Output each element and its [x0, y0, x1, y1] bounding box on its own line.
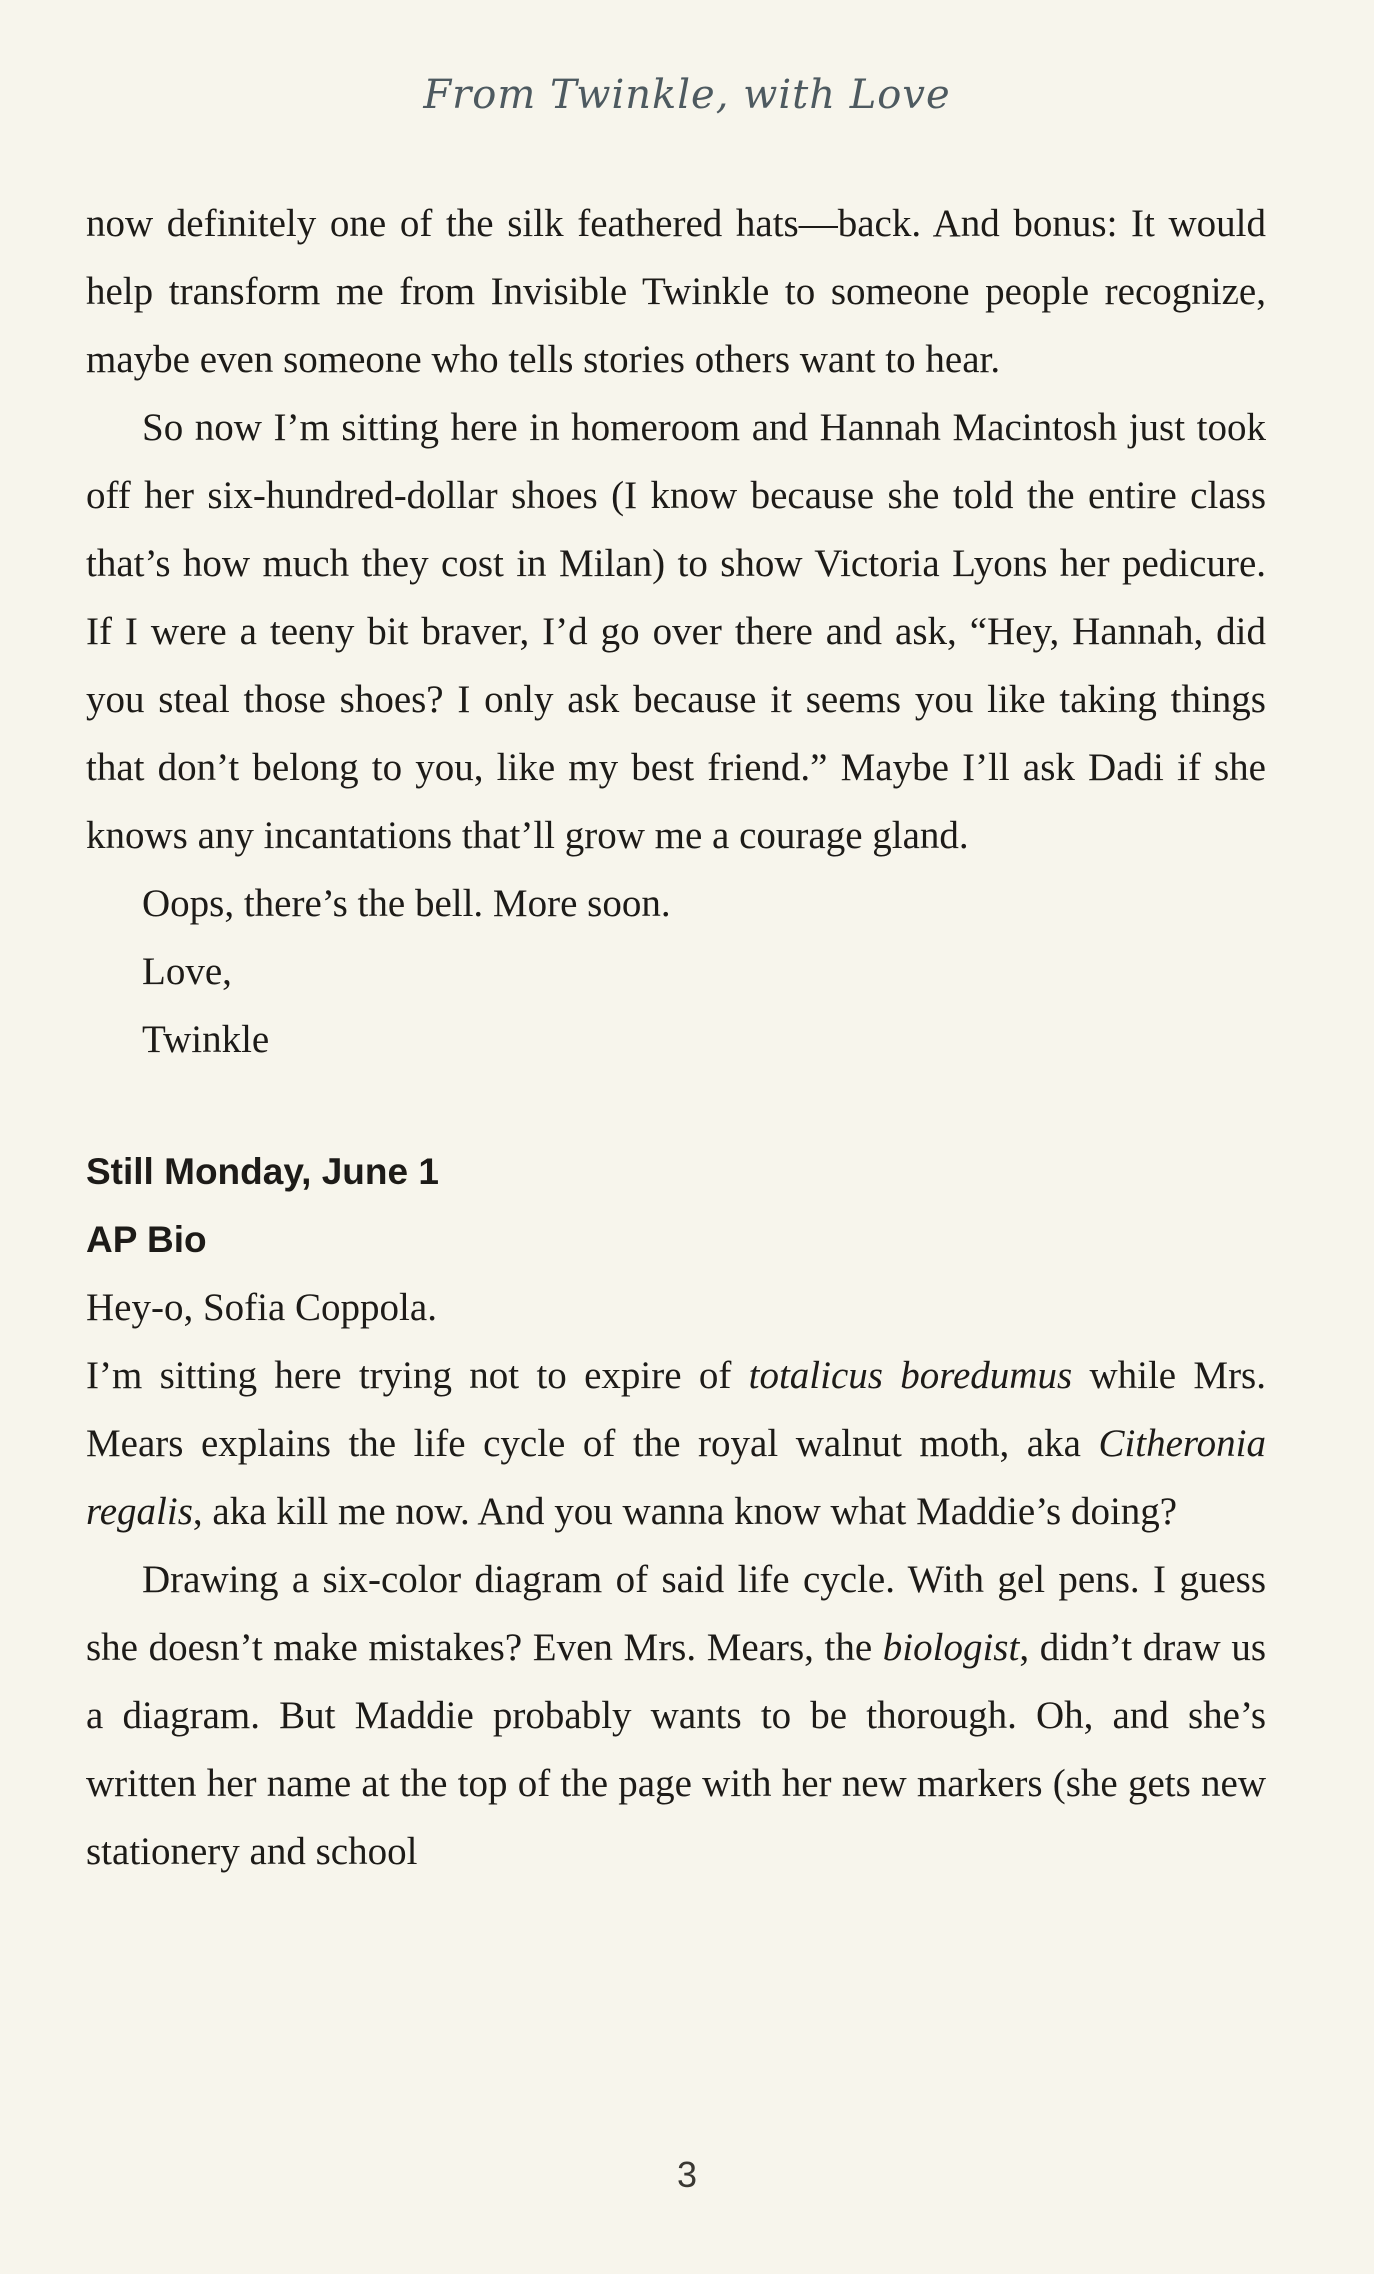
italic-species-name: Citheronia regalis — [86, 1422, 1266, 1533]
italic-word: biologist — [882, 1626, 1020, 1669]
paragraph-continuation: now definitely one of the silk feathered hats—back. And bonus: It would help transform me from Invisible Twinkle to someone people recognize, maybe even someone who tells stories others want to hear. — [86, 202, 1266, 381]
text-run: , aka kill me now. And you wanna know what Maddie’s doing? — [192, 1490, 1178, 1533]
page-body — [86, 190, 1266, 1886]
section-gap — [86, 1074, 1266, 1138]
page-number: 3 — [676, 2154, 698, 2195]
signoff-signature: Twinkle — [142, 1018, 270, 1061]
running-head-title: From Twinkle, with Love — [423, 72, 951, 118]
entry-date-heading: Still Monday, June 1 — [86, 1151, 439, 1192]
italic-term: totalicus boredumus — [748, 1354, 1073, 1397]
paragraph-diagram — [86, 1546, 1266, 1886]
signoff-closing: Love, — [142, 950, 232, 993]
paragraph-ap-bio — [86, 1342, 1266, 1546]
paragraph-homeroom: So now I’m sitting here in homeroom and Hannah Macintosh just took off her six-hundred-dollar shoes (I know because she told the entire class that’s how much they cost in Milan) to show Victoria Lyons her pedicure. If I were a teeny bit braver, I’d go over there and ask, “Hey, Hannah, did you steal those shoes? I only ask because it seems you like taking things that don’t belong to you, like my best friend.” Maybe I’ll ask Dadi if she knows any incantations that’ll grow me a courage gland. — [86, 406, 1266, 857]
entry-location-heading: AP Bio — [86, 1219, 207, 1260]
paragraph-bell: Oops, there’s the bell. More soon. — [142, 882, 671, 925]
entry-greeting: Hey-o, Sofia Coppola. — [86, 1286, 437, 1329]
text-run: , didn’t draw us a diagram. But Maddie probably wants to be thorough. Oh, and she’s written her name at the top of the page with her new markers (she gets new stationery and school — [86, 1626, 1266, 1873]
text-run: I’m sitting here trying not to expire of — [86, 1354, 749, 1397]
text-run: while Mrs. Mears explains the life cycle of the royal walnut moth, aka — [86, 1354, 1266, 1465]
text-run: Drawing a six-color diagram of said life cycle. With gel pens. I guess she doesn’t make mistakes? Even Mrs. Mears, the — [86, 1558, 1266, 1669]
